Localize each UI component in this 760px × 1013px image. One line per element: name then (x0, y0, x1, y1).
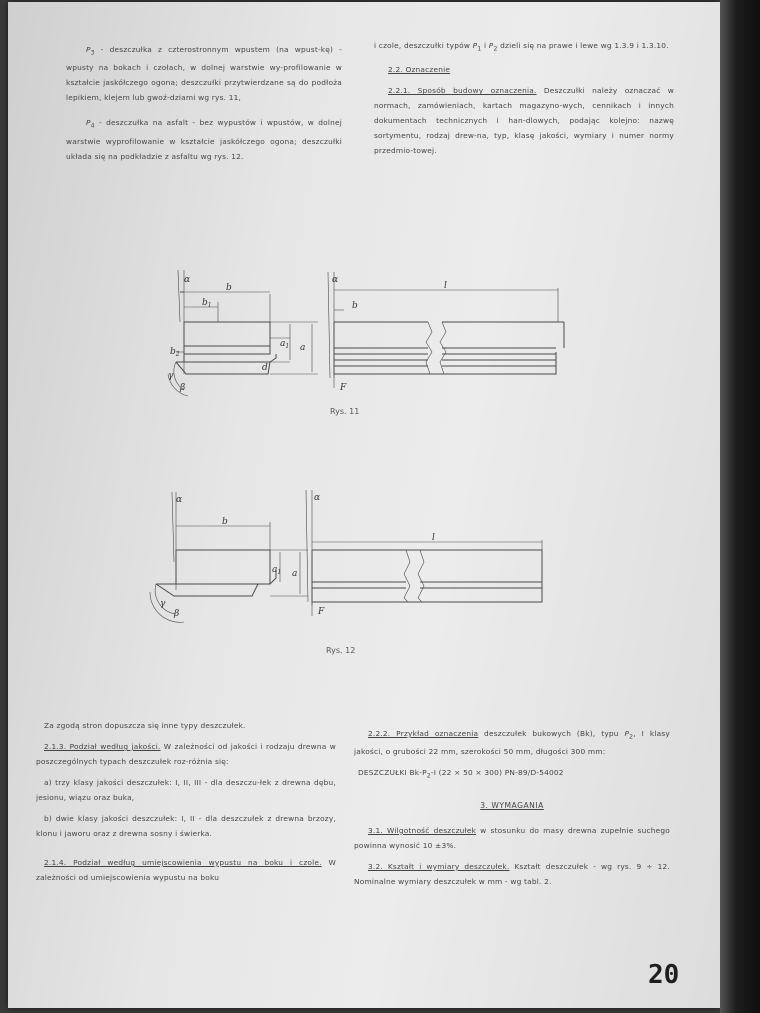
paragraph-text: - deszczułka z czterostronnym wpustem (na wpust-kę) - wpusty na bokach i czołach, w dolnej warstwie wy-profilowanie w kształcie jaskółczego ogona; deszczułki przytwierdzane są do podłoża lepikiem, klejem lub gwoź-dziami wg rys. 11, (66, 45, 342, 103)
type-subscript: 2 (493, 45, 498, 53)
list-item-b (36, 811, 336, 841)
label-b1: $b_1$ (202, 298, 212, 309)
section-heading-3 (354, 798, 670, 813)
label-b: b (222, 517, 228, 527)
document-page (8, 2, 720, 1008)
label-d: d (262, 363, 268, 373)
label-f: F (340, 383, 347, 393)
type-subscript: 3 (90, 49, 95, 57)
figure-11-cross-section (168, 270, 318, 396)
designation-example (354, 765, 670, 783)
paragraph-2-1-3 (36, 739, 336, 769)
label-beta: β (180, 383, 186, 393)
type-subscript: 4 (90, 122, 95, 130)
text-run: dzieli się na prawe i lewe wg 1.3.9 i 1.3.10. (497, 41, 669, 50)
paragraph-text: W zależności od jakości i rodzaju drewna w poszczególnych typach deszczułek roz-różnia się: (36, 742, 336, 766)
label-alpha: α (314, 493, 321, 503)
paragraph-text: - deszczułka na asfalt - bez wypustów i wpustów, w dolnej warstwie wyprofilowanie w kształcie jaskółczego ogona; deszczułki układa się na podkładzie z asfaltu wg rys. 12. (66, 118, 342, 161)
label-alpha: α (184, 275, 191, 285)
label-a1: $a_1$ (272, 565, 282, 576)
left-bottom-column (36, 718, 336, 891)
label-a1: $a_1$ (280, 339, 290, 350)
section-title: 2.2.2. Przykład oznaczenia (368, 729, 479, 738)
label-l: l (444, 281, 447, 291)
label-a: a (300, 343, 306, 353)
label-b2: $b_2$ (170, 347, 180, 358)
section-title: 2.2. Oznaczenie (388, 65, 451, 75)
text-run: i (481, 41, 489, 50)
paragraph-3-1 (354, 823, 670, 853)
label-alpha: α (176, 495, 183, 505)
label-beta: β (174, 609, 180, 619)
paragraph-intro (36, 718, 336, 733)
label-alpha: α (332, 275, 339, 285)
paragraph-2-1-4 (36, 855, 336, 885)
formula-text: -I (22 × 50 × 300) PN-89/D-54002 (430, 768, 564, 778)
paragraph-2-2-2 (354, 726, 670, 759)
text-run: deszczułek bukowych (Bk), typu (478, 729, 625, 738)
figure-12-side-view (306, 490, 542, 617)
list-item-a (36, 775, 336, 805)
paragraph-text: Deszczułki należy oznaczać w normach, zamówieniach, kartach magazyno-wych, cennikach i innych dokumentach technicznych i han-dlowych, podając kolejno: nazwę sortymentu, rodzaj drew-na, typ, klasę jakości, wymiary i numer normy przedmio-towej. (374, 86, 674, 156)
label-gamma: γ (168, 371, 174, 381)
page-number: 20 (648, 960, 680, 990)
type-subscript: 2 (629, 733, 634, 741)
type-symbol: P (86, 118, 91, 128)
list-item-text: b) dwie klasy jakości deszczułek: I, II - dla deszczułek z drewna brzozy, klonu i jaworu oraz z drewna sosny i świerka. (36, 814, 336, 838)
label-b: b (226, 283, 232, 293)
section-title: 3.1. Wilgotność deszczułek (368, 825, 477, 835)
type-symbol: P (488, 41, 494, 50)
type-symbol: P (624, 729, 630, 738)
right-bottom-column (354, 726, 670, 895)
formula-subscript: 2 (426, 772, 431, 780)
text-run: , I klasy jakości, o grubości 22 mm, szerokości 50 mm, długości 300 mm: (354, 729, 670, 757)
label-l: l (432, 533, 435, 543)
paragraph-text: Za zgodą stron dopuszcza się inne typy deszczułek. (44, 721, 246, 730)
section-title: 3.2. Kształt i wymiary deszczułek. (368, 861, 510, 871)
section-title: 3. WYMAGANIA (480, 800, 544, 810)
section-title: 2.1.3. Podział według jakości. (44, 742, 161, 751)
label-f: F (318, 607, 325, 617)
label-gamma: γ (160, 599, 166, 609)
section-title: 2.1.4. Podział według umiejscowienia wypustu na boku i czole. (44, 858, 322, 867)
section-title: 2.2.1. Sposób budowy oznaczenia. (388, 86, 537, 96)
paragraph-text: w stosunku do masy drewna zupełnie suchego powinna wynosić 10 ±3%. (354, 825, 670, 850)
list-item-text: a) trzy klasy jakości deszczułek: I, II, III - dla deszczu-łek z drewna dębu, jesionu, wiązu oraz buka, (36, 778, 336, 802)
paragraph-text: W zależności od umiejscowienia wypustu na boku (36, 858, 336, 882)
label-a: a (292, 569, 298, 579)
figure-12-caption: Rys. 12 (326, 646, 356, 655)
technical-drawings (8, 2, 720, 702)
label-b: b (352, 301, 358, 311)
figure-11-caption: Rys. 11 (330, 407, 360, 416)
text-run: i czole, deszczułki typów (374, 41, 473, 50)
figure-12-cross-section (150, 492, 308, 622)
type-subscript: 1 (477, 45, 482, 53)
type-symbol: P (86, 45, 91, 54)
figure-11-side-view (328, 272, 564, 393)
type-symbol: P (472, 41, 478, 50)
paragraph-text: Kształt deszczułek - wg rys. 9 ÷ 12. Nominalne wymiary deszczułek w mm - wg tabl. 2. (354, 861, 670, 886)
binder-edge (720, 0, 760, 1013)
formula-text: DESZCZUŁKI Bk-P (358, 768, 427, 778)
paragraph-3-2 (354, 859, 670, 889)
